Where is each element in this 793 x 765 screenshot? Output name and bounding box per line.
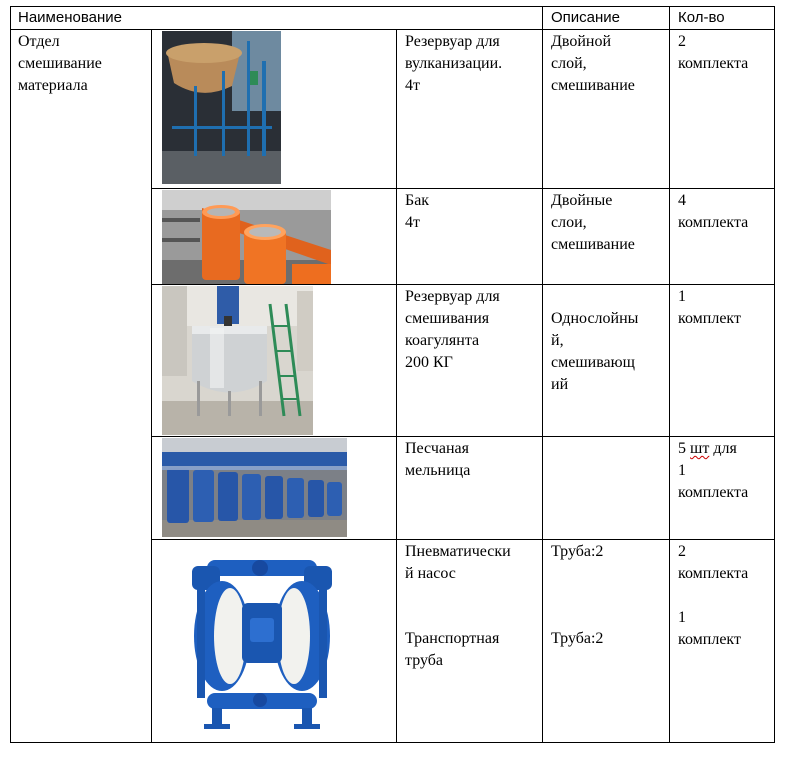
- vulcanization-tank-photo: [162, 31, 281, 184]
- row-5-item-pipe: Транспортная труба: [405, 630, 500, 669]
- row-1-description: Двойной слой, смешивание: [551, 33, 635, 94]
- row-3-item: Резервуар для смешивания коагулянта 200 КГ: [405, 288, 500, 371]
- table-top-border: [10, 6, 775, 7]
- row-3-bottom-border: [151, 436, 775, 437]
- row-2-quantity: 4 комплекта: [678, 192, 749, 231]
- row-5-item-pump: Пневматически й насос: [405, 543, 511, 582]
- row-1-bottom-border: [151, 188, 775, 189]
- row-4-quantity-unit: шт: [690, 440, 710, 457]
- col-description-left-border: [542, 6, 543, 743]
- col-quantity-left-border: [669, 6, 670, 743]
- header-description: Описание: [551, 9, 621, 26]
- row-2-item: Бак 4т: [405, 192, 430, 231]
- coagulant-mixing-tank-photo: [162, 286, 313, 435]
- table-right-border: [774, 6, 775, 743]
- row-4-bottom-border: [151, 539, 775, 540]
- header-quantity: Кол-во: [678, 9, 725, 26]
- orange-tanks-photo: [162, 190, 331, 284]
- row-2-bottom-border: [151, 284, 775, 285]
- col-image-left-border: [151, 29, 152, 743]
- table-bottom-border: [10, 742, 775, 743]
- department-label: Отдел смешивание материала: [18, 33, 102, 94]
- row-4-quantity: [678, 438, 748, 504]
- row-1-item: Резервуар для вулканизации. 4т: [405, 33, 503, 94]
- sand-mill-photo: [162, 438, 347, 537]
- table-left-border: [10, 6, 11, 743]
- pneumatic-pump-photo: [172, 548, 352, 733]
- row-1-quantity: 2 комплекта: [678, 33, 749, 72]
- row-5-quantity: 2 комплекта 1 комплект: [678, 543, 749, 648]
- row-4-quantity-rest: для 1 комплекта: [678, 440, 749, 501]
- row-3-quantity: 1 комплект: [678, 288, 741, 327]
- col-item-left-border: [396, 29, 397, 743]
- row-5-description-pipe: Труба:2: [551, 630, 604, 647]
- row-4-item: Песчаная мельница: [405, 440, 471, 479]
- row-3-description: Однослойны й, смешивающ ий: [551, 310, 639, 393]
- row-2-description: Двойные слои, смешивание: [551, 192, 635, 253]
- row-5-description-pump: Труба:2: [551, 543, 604, 560]
- header-name: Наименование: [18, 9, 122, 26]
- row-4-quantity-number: 5: [678, 440, 690, 457]
- header-bottom-border: [10, 29, 775, 30]
